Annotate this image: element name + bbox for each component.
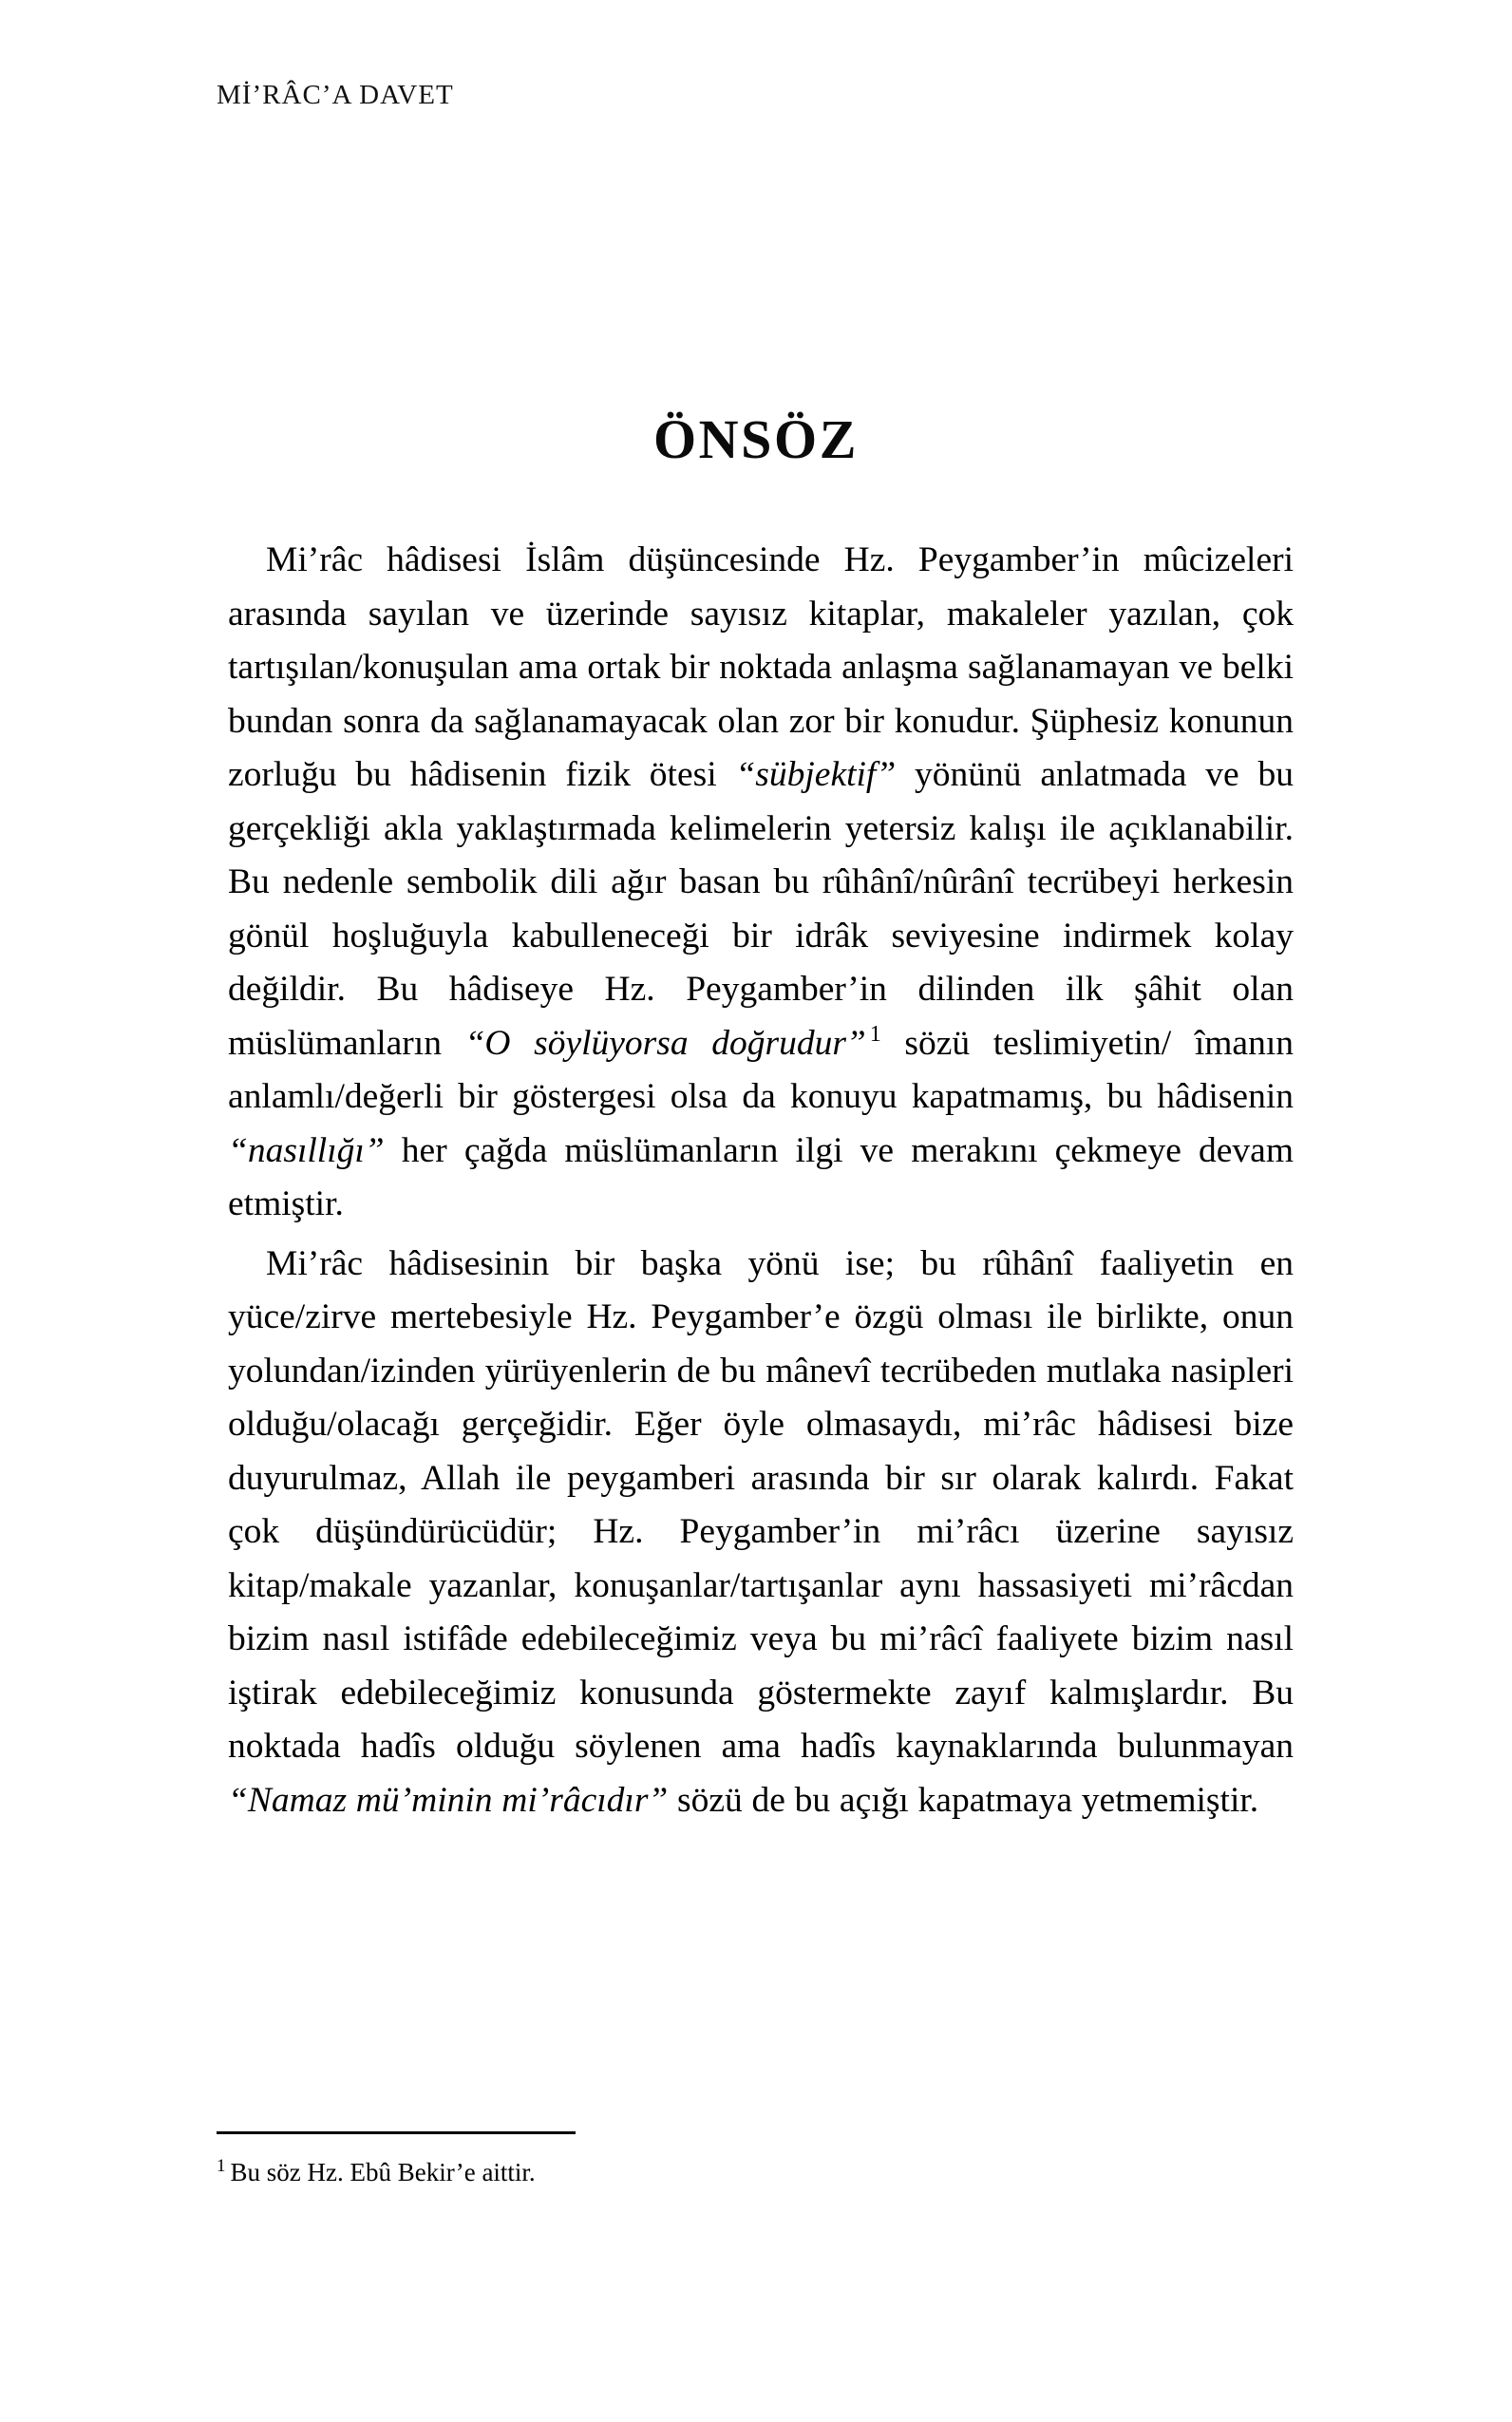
footnote-number: 1: [217, 2156, 226, 2176]
paragraph-1-part-1: Mi’râc hâdisesi İslâm düşüncesinde Hz. Peygamber’in mûcizeleri arasında sayılan ve üzerinde sayısız kitaplar, makaleler yazılan, çok tartışılan/konuşulan ama ortak bir noktada anlaşma sağlanamayan ve belki bundan sonra da sağlanamayacak olan zor bir konudur. Şüphesiz konunun zorluğu bu hâdisenin fizik ötesi: [228, 540, 1294, 794]
footnote-separator-rule: [217, 2131, 576, 2134]
paragraph-2: [228, 1238, 1294, 1828]
paragraph-1-part-2: yönünü anlatmada ve bu gerçekliği akla yaklaştırmada kelimelerin yetersiz kalışı ile açıklanabilir. Bu nedenle sembolik dili ağır basan bu rûhânî/nûrânî tecrübeyi herkesin gönül hoşluğuyla kabulleneceği bir idrâk seviyesine indirmek kolay değildir. Bu hâdiseye Hz. Peygamber’in dilinden ilk şâhit olan müslümanların: [228, 755, 1294, 1063]
footnote-reference-1[interactable]: 1: [869, 1022, 881, 1047]
inline-quote-subjektif: “sübjektif”: [735, 755, 897, 794]
paragraph-1: [228, 534, 1294, 1232]
paragraph-1-part-3: sözü teslimiyetin/ îmanın anlamlı/değerli bir göstergesi olsa da konuyu kapatmamış, bu hâdisenin: [228, 1023, 1294, 1116]
footnote-text: Bu söz Hz. Ebû Bekir’e aittir.: [230, 2158, 536, 2186]
inline-quote-namaz-muminin-miracidir: “Namaz mü’minin mi’râcıdır”: [228, 1780, 669, 1820]
paragraph-2-part-1: Mi’râc hâdisesinin bir başka yönü ise; bu rûhânî faaliyetin en yüce/zirve mertebesiyle Hz. Peygamber’e özgü olması ile birlikte, onun yolundan/izinden yürüyenlerin de bu mânevî tecrübeden mutlaka nasipleri olduğu/olacağı gerçeğidir. Eğer öyle olmasaydı, mi’râc hâdisesi bize duyurulmaz, Allah ile peygamberi arasında bir sır olarak kalırdı. Fakat çok düşündürücüdür; Hz. Peygamber’in mi’râcı üzerine sayısız kitap/makale yazanlar, konuşanlar/tartışanlar aynı hassasiyeti mi’râcdan bizim nasıl istifâde edebileceğimiz veya bu mi’râcî faaliyete bizim nasıl iştirak edebileceğimiz konusunda göstermekte zayıf kalmışlardır. Bu noktada hadîs olduğu söylenen ama hadîs kaynaklarında bulunmayan: [228, 1243, 1294, 1766]
footnote-zone: [217, 2131, 1290, 2189]
running-header: Mİ’RÂC’A DAVET: [217, 80, 454, 110]
page-title: ÖNSÖZ: [652, 407, 860, 470]
footnote-item: [217, 2155, 1290, 2189]
paragraph-1-part-4: her çağda müslümanların ilgi ve merakını çekmeye devam etmiştir.: [228, 1130, 1294, 1223]
body-text-block: [228, 534, 1294, 1827]
paragraph-2-part-2: sözü de bu açığı kapatmaya yetmemiştir.: [668, 1780, 1259, 1820]
inline-quote-o-soyluyorsa-dogrudur: “O söylüyorsa doğrudur”: [464, 1023, 866, 1063]
inline-quote-nasilligi: “nasıllığı”: [228, 1130, 385, 1170]
